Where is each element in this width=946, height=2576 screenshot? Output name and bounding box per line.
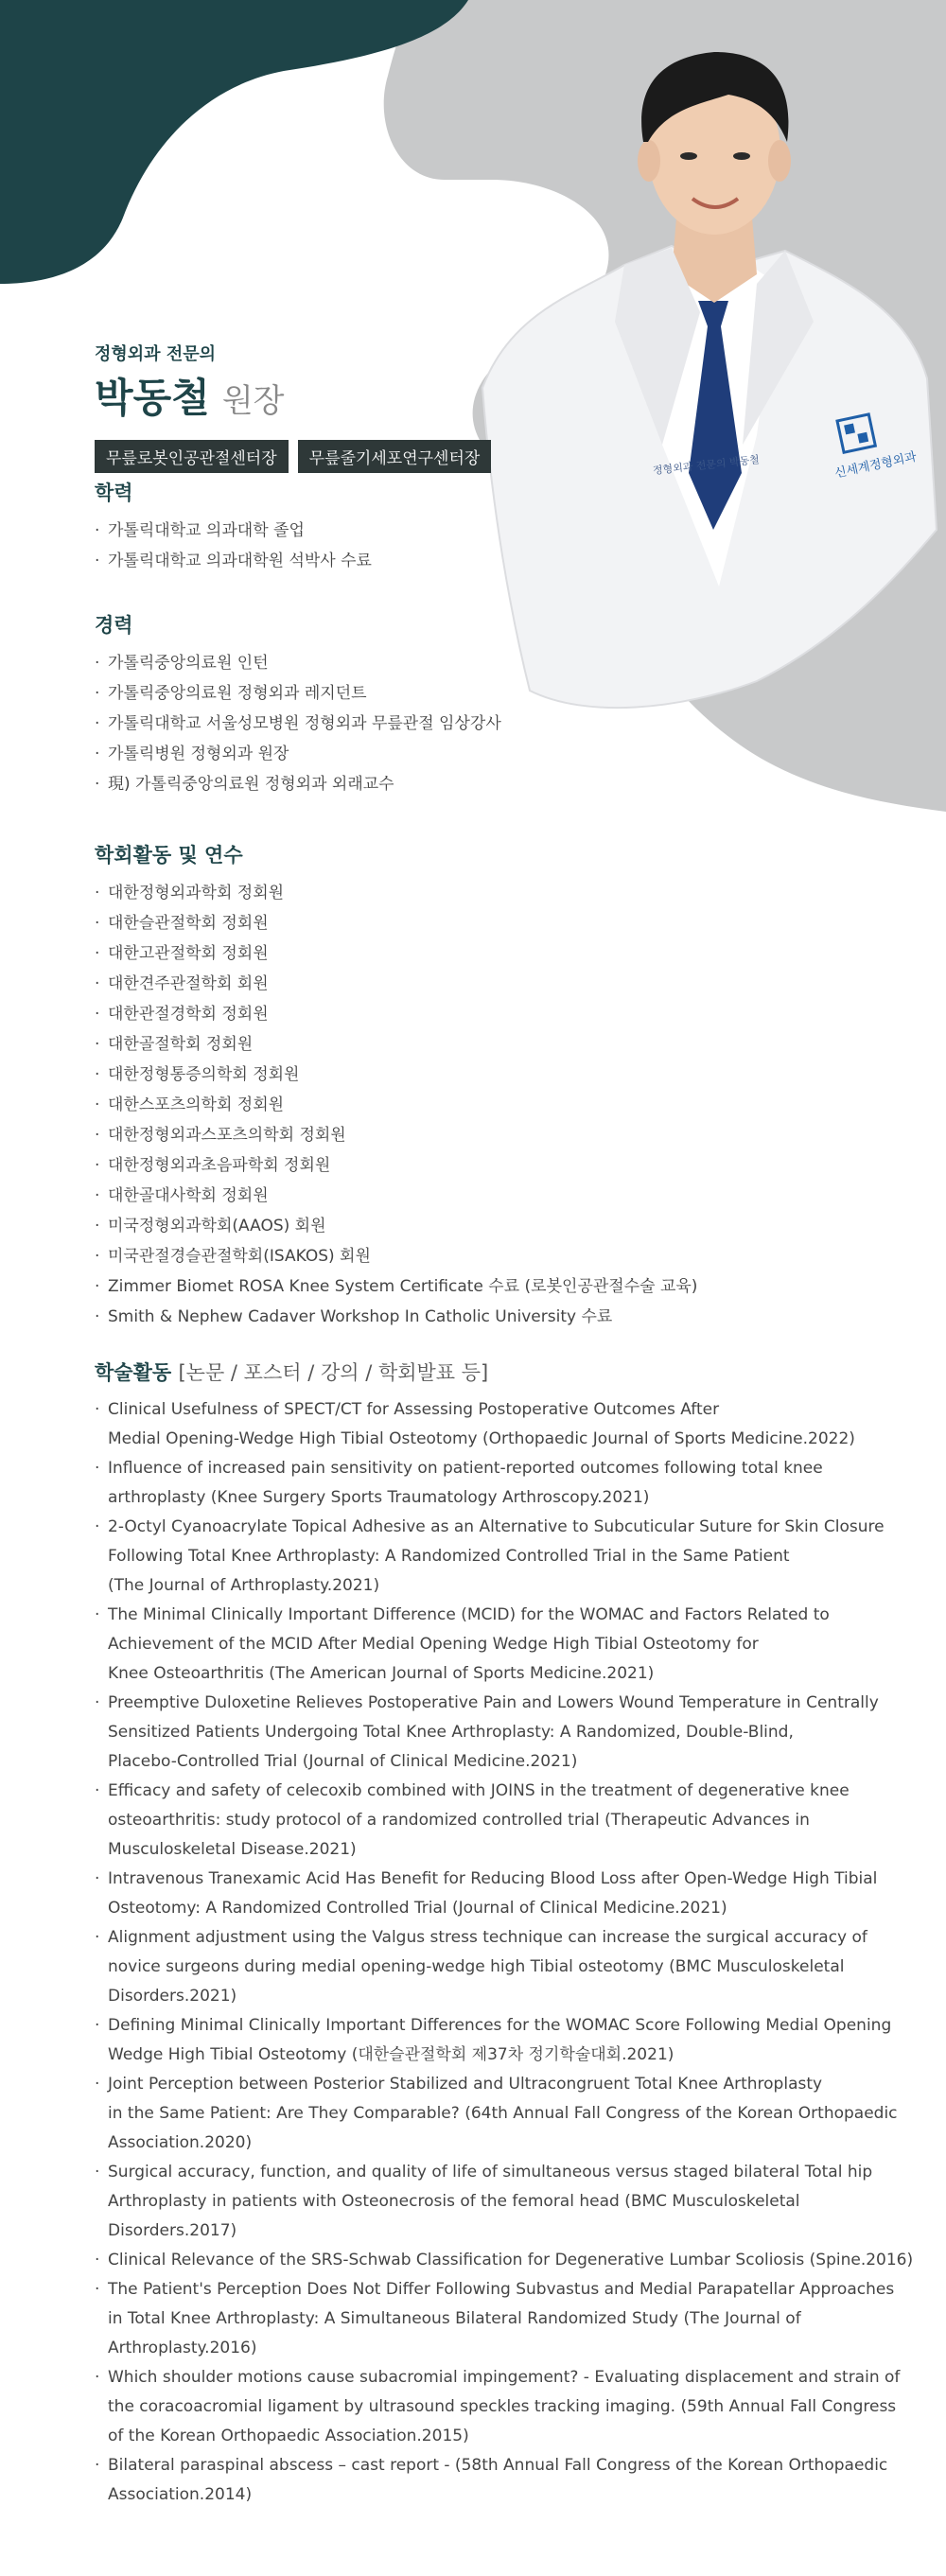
list-item: · Defining Minimal Clinically Important Differences for the WOMAC Score Following Medial Opening Wedge High Tibial Osteotomy (대한슬관절학회 제37차 정기학술대회.2021)	[95, 2011, 927, 2070]
list-item: · Zimmer Biomet ROSA Knee System Certificate 수료 (로봇인공관절수술 교육)	[95, 1271, 927, 1302]
list-item: · 대한골절학회 정회원	[95, 1029, 927, 1060]
career-list	[95, 648, 927, 799]
list-item: · 미국관절경슬관절학회(ISAKOS) 회원	[95, 1241, 927, 1271]
list-item: · 대한정형외과초음파학회 정회원	[95, 1150, 927, 1181]
list-item: · 대한스포츠의학회 정회원	[95, 1090, 927, 1120]
list-item: · Which shoulder motions cause subacromial impingement? - Evaluating displacement and strain of the coracoacromial ligament by ultrasound speckles tracking imaging. (59th Annual Fall Congress of the Korean Orthopaedic Association.2015)	[95, 2363, 927, 2451]
list-item: · 대한정형외과학회 정회원	[95, 878, 927, 908]
doctor-title: 원장	[221, 382, 285, 420]
tag-stem-cell-center: 무릎줄기세포연구센터장	[298, 440, 492, 473]
list-item: · Smith & Nephew Cadaver Workshop In Catholic University 수료	[95, 1302, 927, 1332]
coat-name-tag: 정형외과 전문의 박동철	[652, 453, 761, 478]
list-item: · 가톨릭대학교 의과대학 졸업	[95, 516, 927, 546]
education-section	[95, 478, 927, 576]
list-item: · 대한고관절학회 정회원	[95, 938, 927, 969]
list-item: · Clinical Relevance of the SRS-Schwab Classification for Degenerative Lumbar Scoliosis (Spine.2016)	[95, 2246, 927, 2275]
left-eye	[680, 152, 697, 160]
list-item: · 대한견주관절학회 회원	[95, 969, 927, 999]
societies-heading: 학회활동 및 연수	[95, 844, 243, 867]
publications-section	[95, 1358, 927, 2510]
list-item: · 가톨릭중앙의료원 인턴	[95, 648, 927, 678]
list-item: · 現) 가톨릭중앙의료원 정형외과 외래교수	[95, 769, 927, 799]
list-item: · Intravenous Tranexamic Acid Has Benefit for Reducing Blood Loss after Open-Wedge High Tibial Osteotomy: A Randomized Controlled Trial (Journal of Clinical Medicine.2021)	[95, 1865, 927, 1923]
list-item: · 미국정형외과학회(AAOS) 회원	[95, 1211, 927, 1241]
coat-logo-text: 신세계정형외과	[833, 449, 919, 482]
education-list	[95, 516, 927, 576]
list-item: · 대한정형외과스포츠의학회 정회원	[95, 1120, 927, 1150]
career-heading: 경력	[95, 614, 133, 637]
list-item: · Preemptive Duloxetine Relieves Postoperative Pain and Lowers Wound Temperature in Centrally Sensitized Patients Undergoing Total Knee Arthroplasty: A Randomized, Double-Blind, Placebo-Controlled Trial (Journal of Clinical Medicine.2021)	[95, 1689, 927, 1777]
list-item: · 가톨릭대학교 서울성모병원 정형외과 무릎관절 임상강사	[95, 709, 927, 739]
specialty-label: 정형외과 전문의	[95, 344, 216, 364]
list-item: · 대한골대사학회 정회원	[95, 1181, 927, 1211]
list-item: · Surgical accuracy, function, and quality of life of simultaneous versus staged bilateral Total hip Arthroplasty in patients with Osteonecrosis of the femoral head (BMC Musculoskeletal Disorders.2017)	[95, 2158, 927, 2246]
list-item: · 대한슬관절학회 정회원	[95, 908, 927, 938]
doctor-name: 박동철	[95, 375, 210, 421]
list-item: · 가톨릭대학교 의과대학원 석박사 수료	[95, 546, 927, 576]
doctor-header	[95, 341, 491, 473]
tag-robot-center: 무릎로봇인공관절센터장	[95, 440, 289, 473]
list-item: · 가톨릭병원 정형외과 원장	[95, 739, 927, 769]
list-item: · The Minimal Clinically Important Difference (MCID) for the WOMAC and Factors Related to Achievement of the MCID After Medial Opening Wedge High Tibial Osteotomy for Knee Osteoarthritis (The American Journal of Sports Medicine.2021)	[95, 1601, 927, 1689]
list-item: · Influence of increased pain sensitivity on patient-reported outcomes following total knee arthroplasty (Knee Surgery Sports Traumatology Arthroscopy.2021)	[95, 1454, 927, 1513]
list-item: · Alignment adjustment using the Valgus stress technique can increase the surgical accuracy of novice surgeons during medial opening-wedge high Tibial osteotomy (BMC Musculoskeletal Disorders.2021)	[95, 1923, 927, 2011]
list-item: · 대한정형통증의학회 정회원	[95, 1060, 927, 1090]
publications-heading-main: 학술활동	[95, 1361, 172, 1384]
societies-section	[95, 840, 927, 1332]
list-item: · Clinical Usefulness of SPECT/CT for Assessing Postoperative Outcomes After Medial Opening-Wedge High Tibial Osteotomy (Orthopaedic Journal of Sports Medicine.2022)	[95, 1395, 927, 1454]
publications-heading-sub: [논문 / 포스터 / 강의 / 학회발표 등]	[178, 1361, 489, 1384]
list-item: · 가톨릭중앙의료원 정형외과 레지던트	[95, 678, 927, 709]
left-ear	[638, 140, 660, 182]
publications-heading	[95, 1358, 927, 1386]
societies-list	[95, 878, 927, 1332]
list-item: · Joint Perception between Posterior Stabilized and Ultracongruent Total Knee Arthroplasty in the Same Patient: Are They Comparable? (64th Annual Fall Congress of the Korean Orthopaedic Association.2020)	[95, 2070, 927, 2158]
education-heading: 학력	[95, 482, 133, 504]
list-item: · 대한관절경학회 정회원	[95, 999, 927, 1029]
list-item: · Efficacy and safety of celecoxib combined with JOINS in the treatment of degenerative knee osteoarthritis: study protocol of a randomized controlled trial (Therapeutic Advances in Musculoskeletal Disease.2021)	[95, 1777, 927, 1865]
right-ear	[768, 140, 791, 182]
name-row	[95, 373, 491, 432]
center-tags	[95, 440, 491, 473]
right-eye	[733, 152, 750, 160]
publications-list	[95, 1395, 927, 2510]
list-item: · 2-Octyl Cyanoacrylate Topical Adhesive as an Alternative to Subcuticular Suture for Skin Closure Following Total Knee Arthroplasty: A Randomized Controlled Trial in the Same Patient (The Journal of Arthroplasty.2021)	[95, 1513, 927, 1601]
list-item: · Bilateral paraspinal abscess – cast report - (58th Annual Fall Congress of the Korean Orthopaedic Association.2014)	[95, 2451, 927, 2510]
list-item: · The Patient's Perception Does Not Differ Following Subvastus and Medial Parapatellar Approaches in Total Knee Arthroplasty: A Simultaneous Bilateral Randomized Study (The Journal of Arthroplasty.2016)	[95, 2275, 927, 2363]
career-section	[95, 610, 927, 799]
